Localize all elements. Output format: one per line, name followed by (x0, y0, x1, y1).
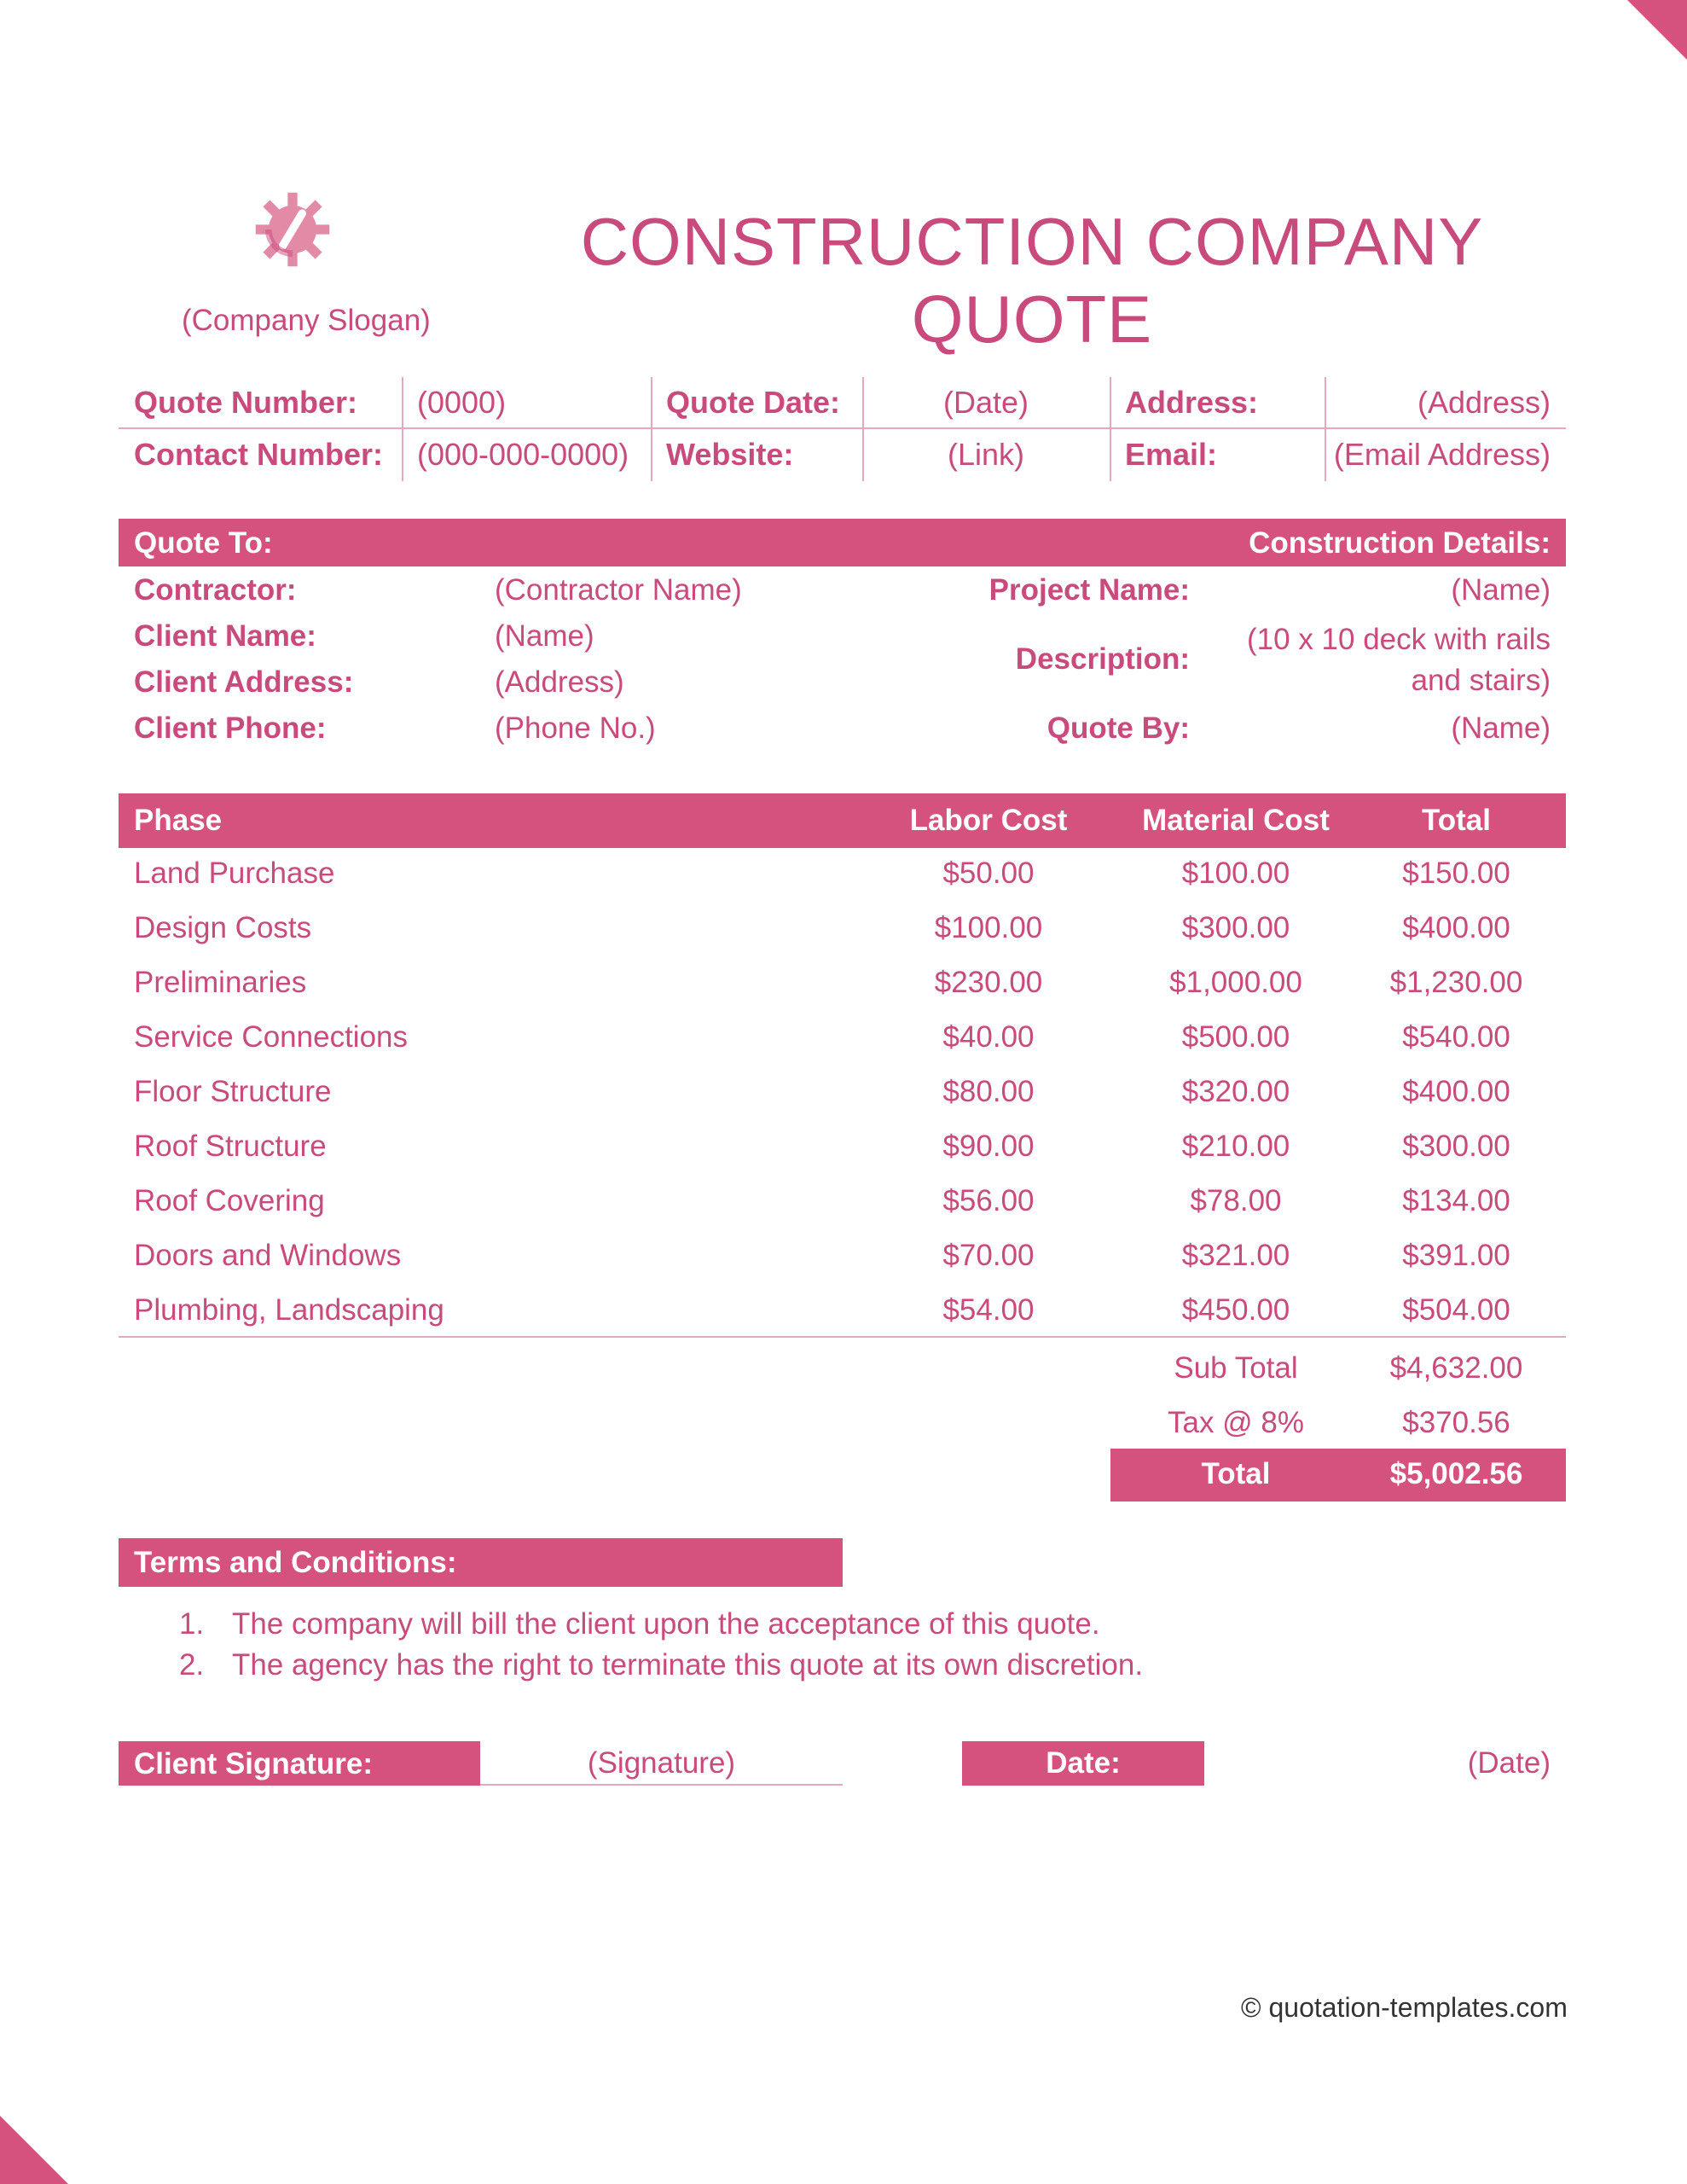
project-name-value: (Name) (1451, 573, 1551, 607)
total-value: $5,002.56 (1389, 1457, 1523, 1490)
material-cost: $320.00 (1181, 1075, 1290, 1108)
row-total: $300.00 (1402, 1130, 1510, 1163)
table-row (119, 1121, 1566, 1176)
client-name-label: Client Name: (134, 619, 316, 653)
quote-number-label: Quote Number: (134, 385, 358, 420)
row-total: $1,230.00 (1389, 966, 1523, 999)
copyright-footer: © quotation-templates.com (1241, 1992, 1568, 2023)
material-cost: $500.00 (1181, 1020, 1290, 1054)
subtotal-value: $4,632.00 (1389, 1351, 1523, 1385)
address-label: Address: (1125, 385, 1259, 420)
material-cost: $1,000.00 (1169, 966, 1302, 999)
labor-cost: $80.00 (942, 1075, 1035, 1108)
quote-by-label: Quote By: (1046, 712, 1190, 745)
row-total: $391.00 (1402, 1239, 1510, 1272)
table-divider (119, 1336, 1566, 1338)
description-value-line1: (10 x 10 deck with rails (1247, 623, 1551, 656)
terms-list (179, 1604, 1143, 1686)
table-row (119, 1012, 1566, 1066)
material-cost: $321.00 (1181, 1239, 1290, 1272)
contractor-value: (Contractor Name) (495, 573, 742, 607)
table-row (119, 1230, 1566, 1285)
row-total: $540.00 (1402, 1020, 1510, 1054)
quote-date-value: (Date) (942, 385, 1029, 420)
term-text: The company will bill the client upon the acceptance of this quote. (232, 1607, 1100, 1641)
subtotal-label: Sub Total (1174, 1351, 1298, 1385)
terms-heading-band (119, 1538, 843, 1587)
quote-by-value: (Name) (1451, 712, 1551, 745)
client-phone-value: (Phone No.) (495, 712, 656, 745)
terms-heading: Terms and Conditions: (134, 1546, 457, 1579)
material-cost: $100.00 (1181, 857, 1290, 890)
signature-field[interactable]: (Signature) (480, 1741, 843, 1786)
phase-name: Land Purchase (134, 857, 335, 890)
description-label: Description: (1015, 642, 1190, 676)
quote-info-grid (119, 377, 1566, 481)
quote-to-heading: Quote To: (134, 526, 273, 560)
column-header-material-cost: Material Cost (1142, 804, 1330, 837)
material-cost: $210.00 (1181, 1130, 1290, 1163)
client-signature-label: Client Signature: (134, 1747, 374, 1780)
gear-logo-icon (252, 189, 333, 270)
labor-cost: $50.00 (942, 857, 1035, 890)
labor-cost: $40.00 (942, 1020, 1035, 1054)
row-total: $150.00 (1402, 857, 1510, 890)
table-row (119, 848, 1566, 903)
website-label: Website: (666, 437, 794, 472)
phase-name: Floor Structure (134, 1075, 332, 1108)
phase-name: Doors and Windows (134, 1239, 402, 1272)
list-number: 1. (179, 1607, 205, 1641)
column-header-labor-cost: Labor Cost (909, 804, 1068, 837)
labor-cost: $230.00 (934, 966, 1043, 999)
phase-name: Plumbing, Landscaping (134, 1293, 444, 1327)
row-total: $400.00 (1402, 911, 1510, 944)
table-row (119, 1176, 1566, 1230)
labor-cost: $56.00 (942, 1184, 1035, 1217)
client-address-value: (Address) (495, 665, 624, 699)
column-header-phase: Phase (134, 804, 223, 837)
phase-name: Design Costs (134, 911, 312, 944)
labor-cost: $90.00 (942, 1130, 1035, 1163)
email-label: Email: (1125, 437, 1218, 472)
table-row (119, 1066, 1566, 1121)
client-name-value: (Name) (495, 619, 594, 653)
divider (651, 377, 652, 481)
row-total: $504.00 (1402, 1293, 1510, 1327)
list-number: 2. (179, 1648, 205, 1682)
list-item (179, 1604, 1143, 1645)
tax-value: $370.56 (1402, 1406, 1510, 1439)
labor-cost: $54.00 (942, 1293, 1035, 1327)
email-value: (Email Address) (1333, 437, 1551, 472)
date-label: Date: (1046, 1746, 1121, 1780)
tax-row (119, 1397, 1566, 1452)
phase-name: Roof Structure (134, 1130, 327, 1163)
client-address-label: Client Address: (134, 665, 354, 699)
date-label-band (962, 1741, 1204, 1786)
material-cost: $78.00 (1190, 1184, 1282, 1217)
corner-decoration-top-right (1627, 0, 1687, 60)
table-row (119, 1285, 1566, 1339)
labor-cost: $70.00 (942, 1239, 1035, 1272)
material-cost: $450.00 (1181, 1293, 1290, 1327)
divider (1110, 377, 1111, 481)
client-phone-label: Client Phone: (134, 712, 327, 745)
table-header (119, 793, 1566, 848)
tax-label: Tax @ 8% (1167, 1406, 1305, 1439)
table-row (119, 903, 1566, 957)
client-signature-label-band (119, 1741, 480, 1786)
construction-details-heading: Construction Details: (1249, 526, 1551, 560)
contact-number-label: Contact Number: (134, 437, 384, 472)
phase-name: Roof Covering (134, 1184, 325, 1217)
quote-date-label: Quote Date: (666, 385, 841, 420)
contractor-label: Contractor: (134, 573, 297, 607)
website-value: (Link) (947, 437, 1025, 472)
total-label: Total (1201, 1457, 1271, 1490)
row-total: $400.00 (1402, 1075, 1510, 1108)
contact-number-value: (000-000-0000) (417, 437, 629, 472)
row-total: $134.00 (1402, 1184, 1510, 1217)
company-slogan: (Company Slogan) (182, 304, 431, 337)
list-item (179, 1645, 1143, 1686)
quote-number-value: (0000) (417, 385, 507, 420)
phase-name: Service Connections (134, 1020, 408, 1054)
project-name-label: Project Name: (988, 573, 1190, 607)
address-value: (Address) (1417, 385, 1551, 420)
phase-name: Preliminaries (134, 966, 307, 999)
table-row (119, 957, 1566, 1012)
subtotal-row (119, 1343, 1566, 1397)
term-text: The agency has the right to terminate this quote at its own discretion. (232, 1648, 1144, 1682)
column-header-total: Total (1421, 804, 1491, 837)
page-title: CONSTRUCTION COMPANY QUOTE (580, 204, 1484, 357)
details-header-band (119, 519, 1566, 566)
labor-cost: $100.00 (934, 911, 1043, 944)
signature-date-value: (Date) (1467, 1746, 1551, 1780)
divider (402, 377, 403, 481)
description-value-line2: and stairs) (1411, 664, 1551, 697)
grand-total-band (1110, 1449, 1566, 1502)
material-cost: $300.00 (1181, 911, 1290, 944)
corner-decoration-bottom-left (0, 2116, 68, 2184)
